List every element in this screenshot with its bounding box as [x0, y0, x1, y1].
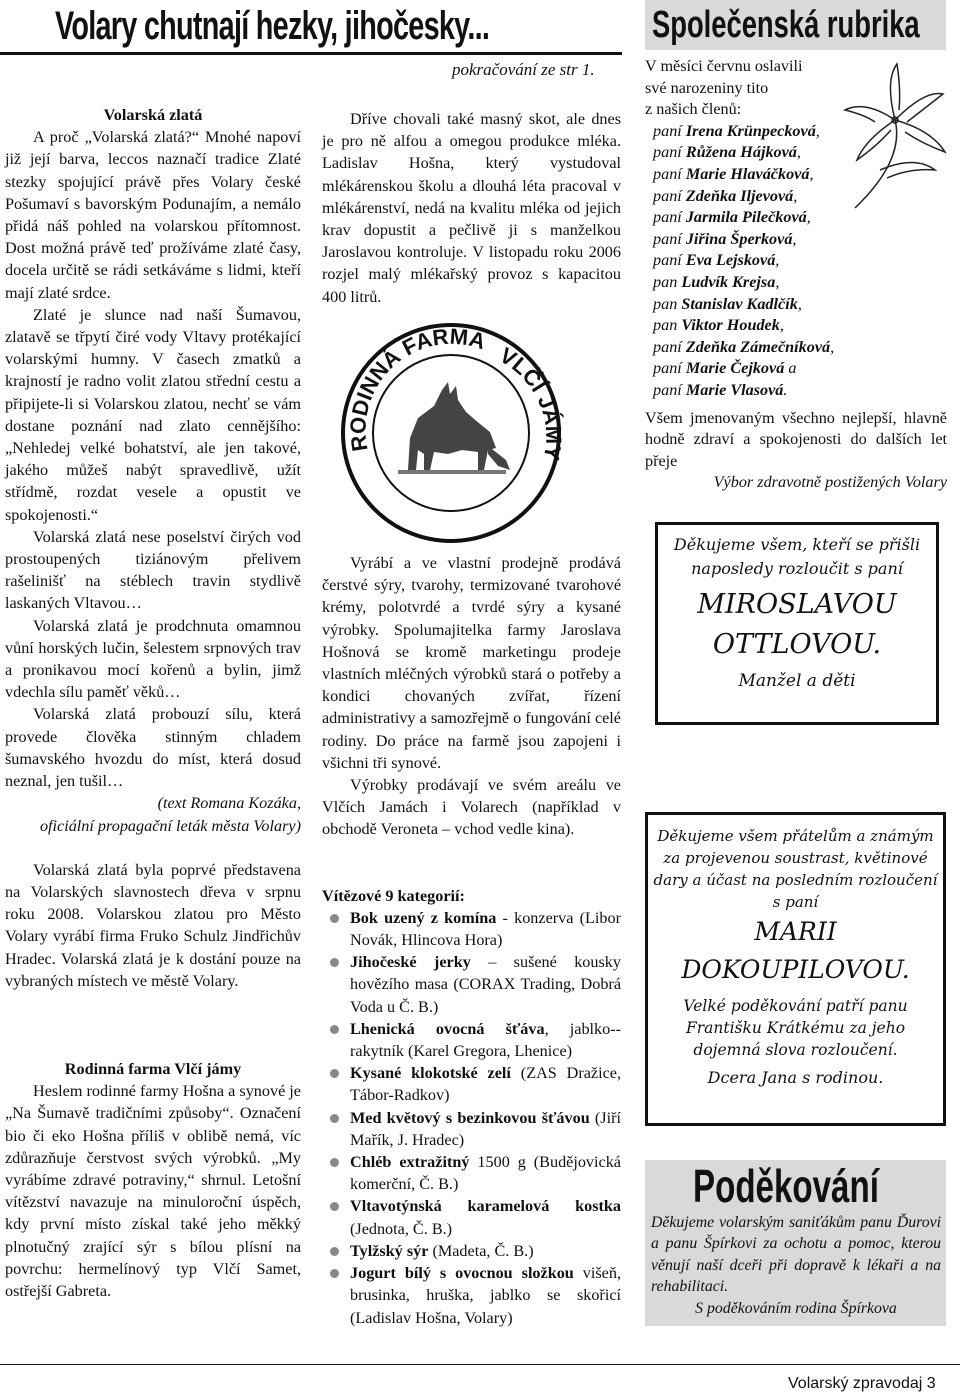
- member-item: [653, 207, 947, 229]
- thanks-signature: S poděkováním rodina Špírkova: [695, 1299, 897, 1317]
- condolence-line: za projevenou soustrast, květinové: [663, 849, 928, 867]
- member-name: Marie Čejková: [685, 359, 785, 378]
- member-prefix: paní: [653, 208, 686, 227]
- winner-name: Tylžský sýr: [350, 1241, 429, 1260]
- wishes-signature: Výbor zdravotně postižených Volary: [713, 473, 947, 492]
- winner-detail: - konzerva (Libor Novák, Hlincova Hora): [350, 908, 621, 950]
- condolence-line: naposledy rozloučit s paní: [691, 559, 903, 578]
- member-suffix: ,: [815, 121, 820, 140]
- paragraph: Volarská zlatá probouzí sílu, která provede člověka stinným chladem šumavského hvozdu do míst, která dosud neznal, jen tušil…: [5, 705, 301, 791]
- winner-item: [322, 1195, 621, 1239]
- bullet-icon: [330, 1202, 339, 1211]
- thanks-body: [651, 1212, 941, 1319]
- winner-detail: višeň, brusinka, hruška, jablko se skořicí (Ladislav Hošna, Volary): [350, 1264, 622, 1327]
- bullet-icon: [330, 958, 339, 967]
- winner-name: Lhenická ovocná šťáva: [350, 1019, 545, 1038]
- thanks-text: Děkujeme volarským saniťákům panu Ďurovi a panu Špírkovi za ochotu a pomoc, kterou věnují naší dceři při dopravě k lékaři a na rehabilitaci.: [651, 1214, 941, 1296]
- bullet-icon: [330, 1114, 339, 1123]
- winner-detail: 1500 g (Budějovická komerční, Č. B.): [350, 1153, 621, 1194]
- member-item: [653, 142, 947, 164]
- winner-name: Jihočeské jerky: [350, 953, 471, 972]
- winner-item: [322, 1107, 621, 1151]
- winner-item: [322, 951, 621, 1018]
- member-suffix: ,: [806, 208, 811, 227]
- paragraph: Výrobky prodávají ve svém areálu ve Vlčích Jamách i Volarech (například v obchodě Veroneta – vchod vedle kina).: [322, 776, 621, 839]
- member-name: Ludvík Krejsa: [681, 272, 776, 291]
- member-suffix: ,: [775, 272, 780, 291]
- member-suffix: .: [783, 380, 788, 399]
- member-item: [653, 337, 947, 359]
- winner-item: [322, 907, 621, 951]
- winner-item: [322, 1262, 621, 1329]
- intro-line: V měsíci červnu oslavili: [645, 57, 803, 75]
- member-suffix: ,: [779, 316, 784, 335]
- article-column-2: [322, 108, 621, 308]
- winner-name: Chléb extražitný: [350, 1153, 470, 1172]
- member-item: [653, 272, 947, 294]
- paragraph: A proč „Volarská zlatá?“ Mnohé napoví již její barva, leccos naznačí tradice Zlaté stezky spojující právě přes Volary české Pošumaví s bavorským Podunajím, a nemálo přidá náš pohled na volarskou přítomnost. Dost možná právě teď prožíváme zlaté časy, docela určitě se rádi setkáváme s lidmi, kteří mají zlaté srdce.: [5, 128, 301, 302]
- member-prefix: paní: [653, 186, 686, 205]
- deceased-name: MARII: [754, 917, 837, 946]
- bullet-icon: [330, 1025, 339, 1034]
- condolence-line: s paní: [772, 893, 819, 911]
- member-prefix: paní: [653, 337, 686, 356]
- member-prefix: paní: [653, 359, 686, 378]
- member-item: [653, 380, 947, 402]
- member-item: [653, 315, 947, 337]
- farm-logo: [338, 320, 564, 546]
- member-suffix: ,: [830, 337, 835, 356]
- intro-line: své narozeniny tito: [645, 78, 769, 97]
- winners-heading: Vítězové 9 kategorií:: [322, 886, 465, 905]
- member-name: Marie Hlaváčková: [685, 164, 810, 183]
- condolence-line: Františku Krátkému za jeho: [685, 1019, 906, 1037]
- member-item: [653, 164, 947, 186]
- winner-item: [322, 1018, 621, 1062]
- logo-text-top: RODINNÁ FARMA: [345, 323, 489, 453]
- condolence-signature: Manžel a děti: [738, 671, 856, 691]
- deceased-name: OTTLOVOU.: [712, 629, 882, 660]
- winner-name: Vltavotýnská karamelová kostka: [350, 1197, 621, 1216]
- logo-text-right: VLČÍ JÁMY: [495, 342, 564, 463]
- member-prefix: paní: [653, 164, 686, 183]
- condolence-box-2: [645, 812, 946, 1126]
- member-suffix: ,: [775, 251, 780, 270]
- paragraph: Volarská zlatá byla poprvé představena na Volarských slavnostech dřeva v srpnu roku 2008. Volarskou zlatou pro Město Volary vyrábí firma Fruko Schulz Jindřichův Hradec. Volarská zlatá je k dostání pouze na vybraných místech ve městě Volary.: [5, 860, 301, 990]
- paragraph: Volarská zlatá je prodchnuta omamnou vůní horských lučin, šelestem srpnových trav a pronikavou mocí kořenů a bylin, jimž vdechla sílu paměť věků…: [5, 616, 301, 702]
- member-item: [653, 294, 947, 316]
- winner-item: [322, 1240, 621, 1262]
- member-name: Eva Lejsková: [685, 251, 776, 270]
- article-column-2-continued: [322, 552, 621, 1329]
- section-heading: Rodinná farma Vlčí jámy: [64, 1059, 242, 1078]
- winner-name: Jogurt bílý s ovocnou složkou: [350, 1264, 574, 1283]
- bullet-icon: [330, 1158, 339, 1167]
- member-name: Stanislav Kadlčík: [681, 294, 798, 313]
- winner-item: [322, 1062, 621, 1106]
- condolence-signature: Dcera Jana s rodinou.: [707, 1068, 884, 1087]
- social-title: Společenská rubrika: [652, 4, 920, 46]
- thanks-title: Poděkování: [693, 1160, 879, 1212]
- condolence-line: dary a účast na posledním rozloučení: [653, 871, 938, 889]
- member-name: Irena Krünpecková: [685, 121, 816, 140]
- condolence-line: Děkujeme všem přátelům a známým: [657, 827, 934, 845]
- svg-text:VLČÍ JÁMY: [495, 342, 564, 462]
- member-prefix: paní: [653, 229, 686, 248]
- member-name: Viktor Houdek: [681, 316, 780, 335]
- article-column-1: [5, 104, 301, 1302]
- social-column: [645, 56, 947, 494]
- paragraph: Volarská zlatá nese poselství čirých vod prostoupených tiziánovým přelivem rašelinišť na stéblech travin stydlivě laskaných Vltavou…: [5, 527, 301, 613]
- member-name: Marie Vlasová: [685, 380, 784, 399]
- members-list: [645, 121, 947, 402]
- member-item: [653, 250, 947, 272]
- member-name: Zdeňka Zámečníková: [685, 337, 831, 356]
- title-rule: [0, 52, 622, 55]
- winners-list: [322, 907, 621, 1329]
- member-name: Jarmila Pilečková: [685, 208, 807, 227]
- bullet-icon: [330, 1247, 339, 1256]
- member-suffix: a: [784, 359, 797, 378]
- member-suffix: ,: [796, 143, 801, 162]
- winner-detail: (Jednota, Č. B.): [350, 1219, 453, 1238]
- deceased-name: MIROSLAVOU: [697, 589, 897, 620]
- wishes-text: Všem jmenovaným všechno nejlepší, hlavně hodně zdraví a spokojenosti do dalších let přeje: [645, 408, 947, 470]
- member-item: [653, 121, 947, 143]
- winner-name: Kysané klokotské zelí: [350, 1064, 511, 1083]
- winner-item: [322, 1151, 621, 1195]
- member-suffix: ,: [793, 186, 798, 205]
- winner-detail: , jablko--rakytník (Karel Gregora, Lhenice): [350, 1019, 622, 1061]
- member-suffix: ,: [792, 229, 797, 248]
- condolence-line: Děkujeme všem, kteří se přišli: [673, 535, 921, 554]
- member-item: [653, 186, 947, 208]
- intro-line: z našich členů:: [645, 100, 742, 119]
- condolence-line: Velké poděkování patří panu: [683, 997, 908, 1015]
- winner-detail: (ZAS Dražice, Tábor-Radkov): [350, 1064, 621, 1105]
- footer-rule: [0, 1364, 960, 1365]
- bullet-icon: [330, 1069, 339, 1078]
- continuation-note: pokračování ze str 1.: [452, 60, 595, 79]
- member-item: [653, 229, 947, 251]
- member-name: Jiřina Šperková: [685, 229, 793, 248]
- member-prefix: pan: [653, 272, 682, 291]
- member-prefix: paní: [653, 143, 686, 162]
- article-title: Volary chutnají hezky, jihočesky...: [55, 4, 490, 48]
- member-prefix: paní: [653, 121, 686, 140]
- member-name: Růžena Hájková: [685, 143, 797, 162]
- paragraph: Heslem rodinné farmy Hošna a synové je „Na Šumavě tradičními způsoby“. Označení bio či eko Hošna příliš v oblibě nemá, víc zdůrazňuje čerstvost svých výrobků. „My vyrábíme zdravé potraviny,“ shrnul. Letošní vítězství navazuje na minuloroční úspěch, kdy první místo získal také jeho měkký plnotučný zrající sýr s bílou plísní na povrchu: hermelínový typ Vlčí Samet, ostřejší Gabreta.: [5, 1082, 301, 1300]
- winner-detail: – sušené kousky hovězího masa (CORAX Trading, Dobrá Voda u Č. B.): [350, 953, 621, 1016]
- member-suffix: ,: [809, 164, 814, 183]
- bullet-icon: [330, 914, 339, 923]
- condolence-box-1: [655, 522, 939, 725]
- paragraph: Zlaté je slunce nad naší Šumavou, zlatavě se třpytí čiré vody Vltavy protékající volarskými humny. V časech zmatků a krajností je radno volit zlatou střední cestu a připijete-li si Volarskou zlatou, nechť se vám dostane poznání nad zlato cennějšího: „Nehledej velké bohatství, ale jen takové, jakého můžeš nabýt spravedlivě, užít střídmě, rozdat vesele a opustit ve spokojenosti.“: [5, 305, 301, 524]
- member-item: [653, 358, 947, 380]
- member-prefix: pan: [653, 316, 682, 335]
- deceased-name: DOKOUPILOVOU.: [681, 955, 910, 984]
- section-heading: Volarská zlatá: [103, 106, 203, 124]
- member-prefix: paní: [653, 251, 686, 270]
- paragraph: Dříve chovali také masný skot, ale dnes je pro ně alfou a omegou produkce mléka. Ladislav Hošna, který vystudoval mlékárenskou školu a dlouhá léta pracoval v mlékárenství, nedá na kvalitu mléka od jejich krav dopustit a pečlivě ji s manželkou Jaroslavou kontroluje. V listopadu roku 2006 rozjel malý mlékařský provoz s kapacitou 400 litrů.: [322, 110, 621, 306]
- source-line: (text Romana Kozáka,: [157, 794, 301, 813]
- member-prefix: pan: [653, 294, 682, 313]
- winner-name: Bok uzený z komína: [350, 908, 497, 927]
- condolence-line: dojemná slova rozloučení.: [693, 1041, 898, 1059]
- paragraph: Vyrábí a ve vlastní prodejně prodává čerstvé sýry, tvarohy, termizované tvarohové krémy, polotvrdé a tvrdé sýry a kysané výrobky. Spolumajitelka farmy Jaroslava Hošnová se kromě marketingu prodeje vlastních mléčných výrobků stará o potřeby a kondici chovaných zvířat, řízení administrativy a samozřejmě o fungování celé rodiny. Do práce na farmě jsou zapojeni i všichni tři synové.: [322, 554, 621, 772]
- member-prefix: paní: [653, 380, 686, 399]
- winner-detail: (Madeta, Č. B.): [428, 1241, 534, 1260]
- bullet-icon: [330, 1269, 339, 1278]
- wolf-icon: [398, 382, 510, 474]
- winner-name: Med květový s bezinkovou šťávou: [350, 1108, 590, 1127]
- winner-detail: (Jiří Mařík, J. Hradec): [350, 1108, 621, 1149]
- source-line: oficiální propagační leták města Volary): [39, 816, 301, 835]
- member-suffix: ,: [797, 294, 802, 313]
- footer-text: Volarský zpravodaj 3: [788, 1375, 936, 1392]
- member-name: Zdeňka Iljevová: [685, 186, 794, 205]
